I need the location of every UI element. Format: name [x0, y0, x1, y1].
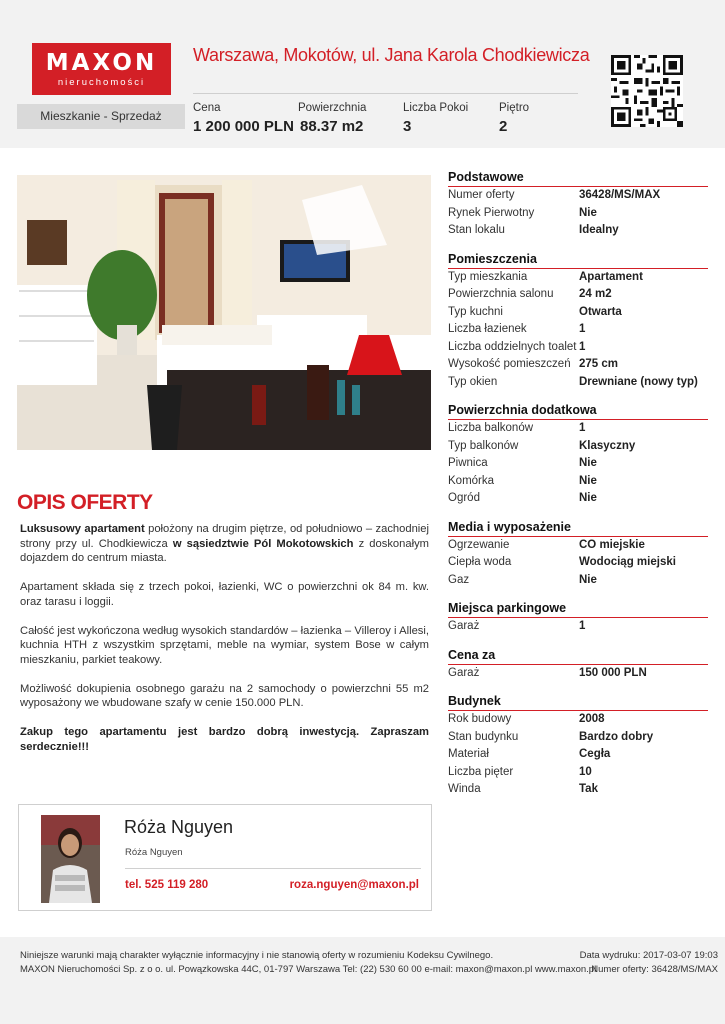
spec-row — [448, 187, 708, 205]
kpi-price — [193, 101, 294, 137]
spec-label: Typ balkonów — [448, 439, 519, 452]
spec-value: 2008 — [579, 713, 605, 725]
spec-group-title: Miejsca parkingowe — [448, 599, 708, 618]
spec-row — [448, 374, 708, 392]
description-paragraph: Apartament składa się z trzech pokoi, łazienki, WC o powierzchni ok 84 m. kw. oraz tarasu i loggii. — [20, 581, 429, 608]
agent-card — [18, 804, 432, 911]
spec-group-title: Podstawowe — [448, 168, 708, 187]
spec-row — [448, 665, 708, 683]
spec-value: Otwarta — [579, 305, 622, 318]
spec-label: Piwnica — [448, 457, 488, 469]
spec-value: 1 — [579, 620, 586, 632]
description-closing: Zakup tego apartamentu jest bardzo dobrą inwestycją. Zapraszam serdecznie!!! — [20, 726, 429, 753]
footer-print-date: Data wydruku: 2017-03-07 19:03 — [579, 950, 718, 961]
spec-value: Bardzo dobry — [579, 730, 654, 743]
spec-row — [448, 572, 708, 590]
spec-label: Winda — [448, 783, 481, 795]
spec-row — [448, 222, 708, 240]
kpi-area — [298, 101, 366, 137]
spec-row — [448, 618, 708, 636]
spec-row — [448, 321, 708, 339]
spec-value: Tak — [579, 783, 598, 795]
agent-email-link[interactable]: roza.nguyen@maxon.pl — [289, 879, 419, 891]
spec-value: Drewniane (nowy typ) — [579, 375, 698, 388]
spec-group-title: Powierzchnia dodatkowa — [448, 401, 708, 420]
description-text: z doskonałym dojazdem do centrum miasta. — [20, 537, 429, 564]
spec-label: Ogrzewanie — [448, 538, 510, 551]
spec-value: Wodociąg miejski — [579, 556, 676, 568]
description-highlight: Luksusowy apartament — [20, 523, 145, 535]
spec-value: Nie — [579, 492, 597, 504]
agent-photo — [41, 815, 100, 903]
spec-label: Typ kuchni — [448, 305, 503, 318]
kpi-floor — [499, 101, 529, 137]
spec-label: Garaż — [448, 620, 480, 632]
description-body — [20, 522, 429, 769]
maxon-logo — [32, 43, 171, 95]
spec-value: Nie — [579, 457, 597, 469]
description-text: położony na drugim piętrze, od południowo – zachodniej strony przy ul. Chodkiewicza — [20, 523, 429, 550]
footer — [0, 937, 725, 1024]
description-highlight: w sąsiedztwie Pól Mokotowskich — [172, 537, 354, 550]
footer-disclaimer: Niniejsze warunki mają charakter wyłącznie informacyjny i nie stanowią oferty w rozumieniu Kodeksu Cywilnego. — [20, 950, 494, 961]
spec-value: Nie — [579, 474, 597, 487]
spec-value: 10 — [579, 765, 592, 778]
spec-row — [448, 438, 708, 456]
kpi-rooms — [403, 101, 468, 137]
property-address: Warszawa, Mokotów, ul. Jana Karola Chodkiewicza — [193, 45, 590, 65]
spec-label: Garaż — [448, 666, 480, 679]
spec-label: Typ okien — [448, 375, 498, 388]
footer-offer-number: Numer oferty: 36428/MS/MAX — [591, 964, 718, 975]
spec-label: Gaz — [448, 573, 470, 586]
spec-label: Liczba łazienek — [448, 323, 527, 335]
spec-group-title: Pomieszczenia — [448, 250, 708, 269]
agent-divider — [125, 868, 421, 869]
description-paragraph: Całość jest wykończona według wysokich standardów – łazienka – Villeroy i Allesi, kuchnia HTH z wszystkim sprzętami, meble na wymiar, system Bose w całym mieszkaniu, parkiet teakowy. — [20, 624, 429, 666]
spec-row — [448, 554, 708, 572]
agent-subtitle: Róża Nguyen — [125, 847, 183, 858]
spec-row — [448, 537, 708, 555]
spec-row — [448, 455, 708, 473]
spec-value: 1 — [579, 323, 586, 335]
logo-wordmark: MAXON — [45, 50, 158, 76]
agent-name: Róża Nguyen — [124, 817, 234, 837]
spec-row — [448, 746, 708, 764]
footer-company: MAXON Nieruchomości Sp. z o o. ul. Powązkowska 44C, 01-797 Warszawa Tel: (22) 530 60 00 e-mail: maxon@maxon.pl www.maxon.pl — [20, 964, 597, 975]
spec-label: Komórka — [448, 474, 495, 487]
spec-label: Liczba pięter — [448, 765, 514, 778]
spec-row — [448, 304, 708, 322]
spec-label: Powierzchnia salonu — [448, 288, 554, 300]
footer-legal — [20, 949, 596, 977]
spec-label: Rok budowy — [448, 713, 512, 725]
spec-label: Liczba balkonów — [448, 422, 534, 434]
description-paragraph: Możliwość dokupienia osobnego garażu na 2 samochody o powierzchni 55 m2 wyposażony we wbudowane szafy w cenie 150.000 PLN. — [20, 682, 429, 709]
spec-row — [448, 269, 708, 287]
kpi-value: 2 — [499, 118, 508, 135]
qr-code[interactable] — [611, 55, 683, 127]
spec-group-title: Budynek — [448, 692, 708, 711]
spec-label: Stan budynku — [448, 730, 519, 743]
spec-value: 1 — [579, 340, 586, 353]
spec-row — [448, 764, 708, 782]
kpi-label: Piętro — [499, 102, 530, 114]
address-divider — [193, 93, 578, 94]
spec-row — [448, 356, 708, 374]
spec-value: Klasyczny — [579, 439, 636, 452]
description-paragraph — [20, 725, 429, 754]
spec-group-title: Cena za — [448, 646, 708, 665]
logo-subtitle: nieruchomości — [57, 77, 146, 88]
spec-label: Numer oferty — [448, 189, 515, 201]
spec-value: 36428/MS/MAX — [579, 189, 661, 201]
spec-value: 24 m2 — [579, 288, 612, 300]
spec-group-title: Media i wyposażenie — [448, 518, 708, 537]
spec-value: 275 cm — [579, 358, 619, 370]
kpi-label: Cena — [193, 102, 221, 114]
spec-value: Cegła — [579, 748, 611, 760]
spec-label: Stan lokalu — [448, 224, 505, 236]
specs-panel — [448, 165, 708, 799]
description-paragraph — [20, 522, 429, 566]
spec-row — [448, 339, 708, 357]
spec-value: 1 — [579, 422, 586, 434]
kpi-value: 88.37 m2 — [300, 118, 364, 135]
spec-label: Ogród — [448, 492, 480, 504]
spec-row — [448, 473, 708, 491]
spec-value: Idealny — [579, 224, 619, 236]
spec-row — [448, 420, 708, 438]
spec-row — [448, 205, 708, 223]
spec-value: 150 000 PLN — [579, 666, 647, 679]
spec-label: Typ mieszkania — [448, 270, 528, 283]
spec-value: Nie — [579, 573, 597, 586]
spec-value: Apartament — [579, 270, 643, 283]
spec-label: Materiał — [448, 748, 489, 760]
property-photo[interactable] — [17, 175, 431, 450]
kpi-value: 3 — [403, 118, 412, 135]
spec-value: CO miejskie — [579, 538, 645, 551]
footer-meta — [580, 949, 718, 977]
spec-label: Ciepła woda — [448, 556, 512, 568]
offer-type-badge: Mieszkanie - Sprzedaż — [17, 104, 185, 129]
spec-value: Nie — [579, 206, 597, 219]
kpi-label: Powierzchnia — [298, 102, 367, 114]
spec-row — [448, 286, 708, 304]
spec-label: Rynek Pierwotny — [448, 206, 535, 219]
spec-row — [448, 490, 708, 508]
kpi-label: Liczba Pokoi — [403, 102, 469, 114]
spec-row — [448, 781, 708, 799]
spec-label: Wysokość pomieszczeń — [448, 358, 571, 370]
spec-row — [448, 729, 708, 747]
description-title: OPIS OFERTY — [17, 491, 153, 514]
spec-row — [448, 711, 708, 729]
spec-label: Liczba oddzielnych toalet — [448, 340, 577, 353]
agent-phone-link[interactable]: tel. 525 119 280 — [125, 879, 209, 891]
kpi-value: 1 200 000 PLN — [193, 118, 294, 135]
